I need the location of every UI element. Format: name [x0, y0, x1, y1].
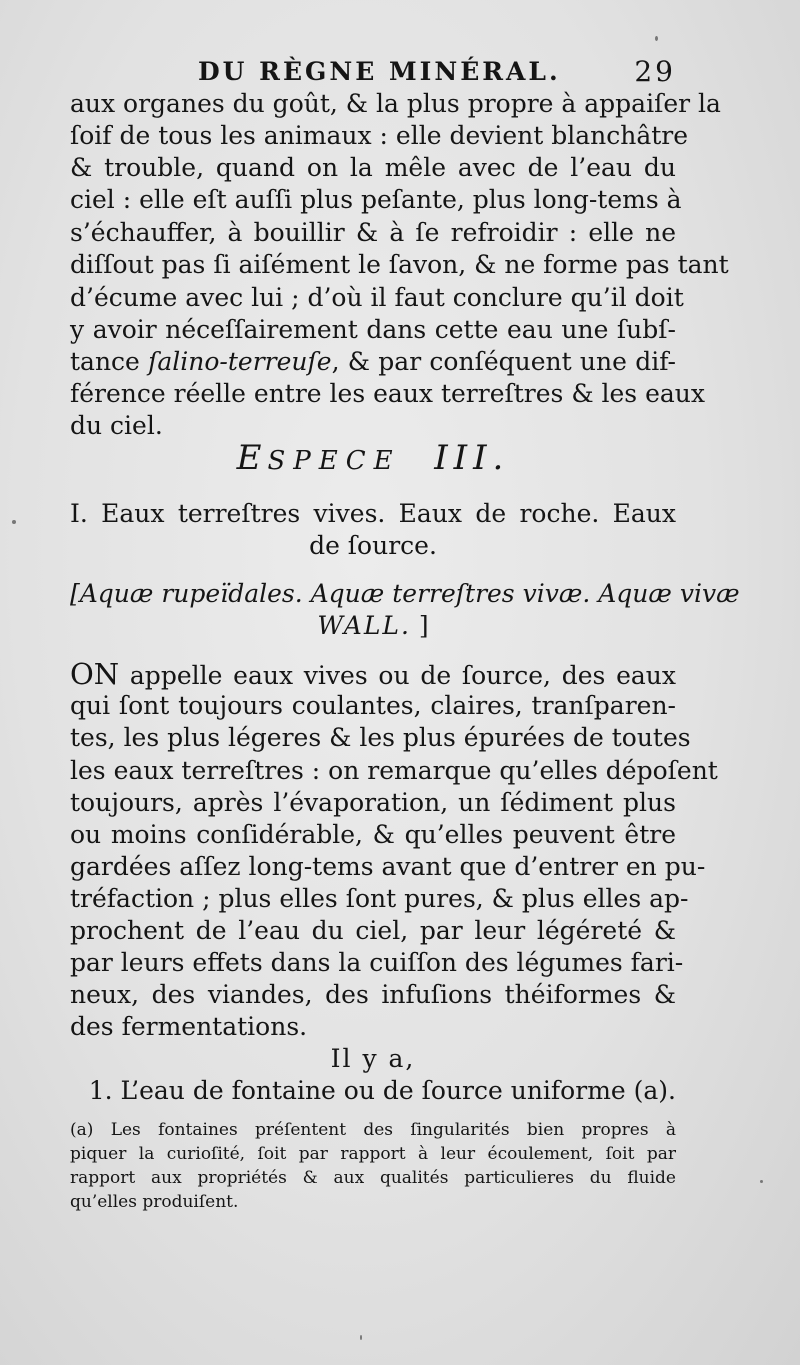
line-text: tance [70, 347, 149, 376]
text-block [70, 0, 740, 1365]
paragraph-line: qui ſont toujours coulantes, claires, tranſparen- [70, 691, 676, 720]
species-initial: E [236, 438, 268, 478]
paragraph-line: des fermentations. [70, 1012, 308, 1041]
paragraph-line: les eaux terreſtres : on remarque qu’elles dépoſent [70, 756, 718, 785]
page-number: 29 [634, 55, 676, 88]
paragraph-line: du ciel. [70, 411, 163, 440]
footnote-line: rapport aux propriétés & aux qualités particulieres du fluide [70, 1168, 676, 1188]
species-heading [70, 438, 676, 482]
paragraph-line [70, 658, 676, 690]
list-item: 1. L’eau de fontaine ou de ſource uniforme (a). [88, 1076, 676, 1105]
line-text: appelle eaux vives ou de ſource, des eaux [119, 661, 676, 690]
author-abbrev: WALL. [317, 611, 411, 640]
paragraph-line [70, 346, 676, 378]
latin-names-line [70, 610, 676, 642]
entry-line: de ſource. [309, 531, 437, 560]
paragraph-line: & trouble, quand on la mêle avec de l’eau du [70, 153, 676, 182]
drop-cap: ON [70, 657, 120, 691]
latin-names-line: [Aquæ rupeïdales. Aquæ terreſtres vivæ. Aquæ vivæ [70, 579, 740, 608]
species-word: SPECE [267, 446, 401, 476]
paper-speck [12, 520, 16, 524]
species-numeral: III. [434, 438, 510, 478]
footnote-line: piquer la curioſité, ſoit par rapport à leur écoulement, ſoit par [70, 1144, 676, 1164]
paper-speck [760, 1180, 763, 1183]
line-text: , & par conſéquent une dif- [331, 347, 676, 376]
paragraph-line: toujours, après l’évaporation, un ſédiment plus [70, 788, 676, 817]
closing-bracket: ] [418, 611, 429, 640]
paragraph-line: d’écume avec lui ; d’où il faut conclure qu’il doit [70, 283, 684, 312]
paragraph-line: y avoir néceſſairement dans cette eau une ſubſ- [70, 315, 676, 344]
paper-speck [655, 36, 658, 41]
paragraph-line: aux organes du goût, & la plus propre à appaiſer la [70, 89, 721, 118]
paragraph-line: férence réelle entre les eaux terreſtres & les eaux [70, 379, 705, 408]
paragraph-line: diſſout pas ſi aiſément le ſavon, & ne forme pas tant [70, 250, 729, 279]
italic-term: ſalino-terreuſe [148, 347, 332, 376]
paragraph-line: ciel : elle eſt auſſi plus peſante, plus long-tems à [70, 185, 682, 214]
paragraph-line: ſoif de tous les animaux : elle devient blanchâtre [70, 121, 689, 150]
paragraph-line: tes, les plus légeres & les plus épurées de toutes [70, 723, 691, 752]
paragraph-line: tréfaction ; plus elles ſont pures, & plus elles ap- [70, 884, 689, 913]
footnote-line: (a) Les fontaines préſentent des ſingularités bien propres à [70, 1120, 676, 1140]
list-intro: Il y a, [330, 1044, 416, 1073]
paragraph-line: neux, des viandes, des infuſions théiformes & [70, 980, 676, 1009]
paragraph-line: s’échauffer, à bouillir & à ſe refroidir : elle ne [70, 218, 676, 247]
footnote-line: qu’elles produiſent. [70, 1192, 239, 1212]
paper-speck [360, 1335, 362, 1340]
paragraph-line: par leurs effets dans la cuiſſon des légumes fari- [70, 948, 684, 977]
paragraph-line: prochent de l’eau du ciel, par leur légéreté & [70, 916, 676, 945]
running-title: DU RÈGNE MINÉRAL. [198, 57, 561, 86]
paragraph-line: ou moins conſidérable, & qu’elles peuvent être [70, 820, 676, 849]
entry-line: I. Eaux terreſtres vives. Eaux de roche. Eaux [70, 499, 676, 528]
paragraph-line: gardées aſſez long-tems avant que d’entrer en pu- [70, 852, 706, 881]
